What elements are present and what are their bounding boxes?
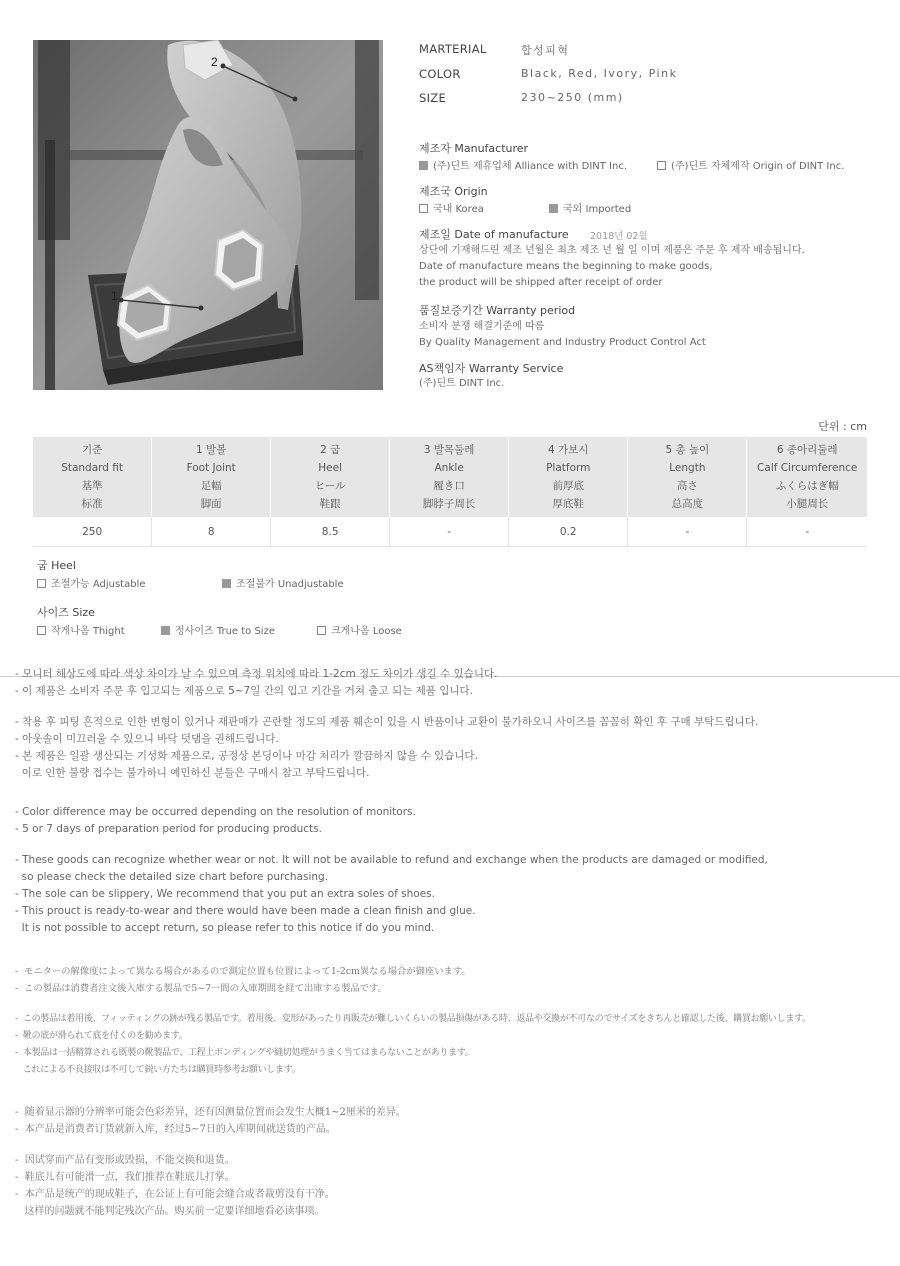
notes-korean-2: - 착용 후 피팅 흔적으로 인한 변형이 있거나 재판매가 곤란할 정도의 제품 훼손이 있을 시 반품이나 교환이 불가하오니 사이즈를 꼼꼼히 확인 후 구매 부탁드립니다. - 아웃솔이 미끄러울 수 있으니 바닥 덧댐을 권해드립니다. - 본 제품은 일괄 생산되는 기성화 제품으로, 공정상 본딩이나 마감 처리가 깔끔하지 않을 수 있습니다. 이로 인한 불량 접수는 불가하니 예민하신 분들은 구매시 참고 부탁드립니다. <box>15 716 759 779</box>
warranty-line-2: By Quality Management and Industry Product Control Act <box>419 337 706 348</box>
notes-chinese-1: - 随着显示器的分辨率可能会色彩差异，还有因测量位置而会发生大概1~2厘米的差异。 - 本产品是消费者订货就新入库，经过5~7日的入库期间就送货的产品。 <box>15 1107 406 1135</box>
fit-option-tight[interactable]: 작게나옴 Thight <box>37 622 125 637</box>
heel-option-unadjustable[interactable]: 조절불가 Unadjustable <box>222 575 344 590</box>
material-label: MARTERIAL <box>419 42 487 56</box>
header-foot-joint: 1 발볼 Foot Joint 足幅 脚面 <box>152 437 271 517</box>
size-label: SIZE <box>419 91 447 105</box>
date-line-1: 상단에 기재해드린 제조 년월은 최초 제조 년 월 일 이며 제품은 주문 후 제작 배송됩니다. <box>419 245 805 256</box>
shoe-illustration <box>33 40 383 390</box>
marker-1: 1 <box>111 289 118 303</box>
heel-option-adjustable[interactable]: 조절가능 Adjustable <box>37 575 146 590</box>
checkbox-checked-icon <box>161 626 170 635</box>
table-row <box>33 517 867 547</box>
checkbox-empty-icon <box>419 204 428 213</box>
size-table-header <box>33 437 867 517</box>
checkbox-empty-icon <box>37 579 46 588</box>
as-line-1: (주)딘트 DINT Inc. <box>419 378 505 389</box>
date-value: 2018년 02월 <box>590 231 648 242</box>
product-photo <box>33 40 383 390</box>
notes-english-1: - Color difference may be occurred depending on the resolution of monitors. - 5 or 7 days of preparation period for producing products. <box>15 806 416 835</box>
notes-korean-1: - 모니터 해상도에 따라 색상 차이가 날 수 있으며 측정 위치에 따라 1-2cm 정도 차이가 생길 수 있습니다. - 이 제품은 소비자 주문 후 입고되는 제품으로 5~7일 간의 입고 기간을 거쳐 출고 되는 제품 입니다. <box>15 668 498 697</box>
manufacturer-option-origin[interactable]: (주)딘트 자체제작 Origin of DINT Inc. <box>657 157 844 172</box>
manufacturer-title: 제조자 Manufacturer <box>419 142 529 155</box>
manufacturer-option-alliance[interactable]: (주)딘트 제휴업체 Alliance with DINT Inc. <box>419 157 627 172</box>
checkbox-empty-icon <box>657 161 666 170</box>
header-heel: 2 굽 Heel ヒール 鞋跟 <box>271 437 390 517</box>
date-line-2: Date of manufacture means the beginning to make goods, <box>419 261 713 272</box>
color-value: Black, Red, Ivory, Pink <box>521 67 678 80</box>
fit-option-true[interactable]: 정사이즈 True to Size <box>161 622 275 637</box>
notes-english-2: - These goods can recognize whether wear or not. It will not be available to refund and exchange when the products are damaged or modified, so please check the detailed size chart before purchasing. - The sole can be slippery, We recommend that you put an extra soles of shoes. - This prouct is ready-to-wear and there would have been made a clean finish and glue. It is not possible to accept return, so please refer to this notice if do you mind. <box>15 854 768 934</box>
checkbox-empty-icon <box>317 626 326 635</box>
checkbox-checked-icon <box>419 161 428 170</box>
header-standard: 기준 Standard fit 基準 标准 <box>33 437 152 517</box>
material-value: 합성피혁 <box>521 44 570 57</box>
warranty-title: 품질보증기간 Warranty period <box>419 304 576 317</box>
date-line-3: the product will be shipped after receipt of order <box>419 277 663 288</box>
cell-heel: 8.5 <box>271 517 390 547</box>
origin-option-korea[interactable]: 국내 Korea <box>419 200 484 215</box>
notes-japanese-1: - モニターの解像度によって異なる場合があるので測定位置も位置によって1-2cm異なる場合が御座います。 - この製品は消費者注文後入庫する製品で5~7一間の入庫期間を経て出庫する製品です。 <box>15 966 471 994</box>
cell-length: - <box>628 517 747 547</box>
cell-foot-joint: 8 <box>152 517 271 547</box>
color-label: COLOR <box>419 67 461 81</box>
marker-2: 2 <box>211 55 218 69</box>
cell-ankle: - <box>390 517 509 547</box>
as-title: AS책임자 Warranty Service <box>419 362 564 375</box>
header-platform: 4 가보시 Platform 前厚底 厚底鞋 <box>509 437 628 517</box>
checkbox-empty-icon <box>37 626 46 635</box>
notes-japanese-2: - この製品は着用後、フィッティングの跡が残る製品です。着用後、変形があったり再販売が難しいくらいの製品損傷がある時、返品や交換が不可なのでサイズをきちんと確認した後、購買お願いします。 - 靴の底が滑られて底を付くのを勧めます。 - 本製品は一括精算される既製の靴製品で、工程上ボンディングや縫切処理がうまく当てはまらないことがあります。 これによる不良接収は不可して鋭い方たちは購買時参考お願いします。 <box>15 1014 811 1075</box>
cell-standard: 250 <box>33 517 152 547</box>
size-table <box>33 437 867 547</box>
header-calf: 6 종아리둘레 Calf Circumference ふくらはぎ幅 小腿周长 <box>747 437 867 517</box>
header-ankle: 3 발목둘레 Ankle 履き口 脚脖子周长 <box>390 437 509 517</box>
size-value: 230~250 (mm) <box>521 91 624 104</box>
notes-chinese-2: - 因试穿而产品有变形或毁损，不能交换和退货。 - 鞋底儿有可能滑一点，我们推荐在鞋底儿打掌。 - 本产品是统产的现成鞋子，在公证上有可能会缝合或者裁剪没有干净。 这样的问题就不能判定残次产品。购买前一定要详细地看必读事项。 <box>15 1155 335 1217</box>
origin-option-imported[interactable]: 국외 Imported <box>549 200 631 215</box>
heel-title: 굽 Heel <box>37 559 76 572</box>
checkbox-checked-icon <box>222 579 231 588</box>
checkbox-checked-icon <box>549 204 558 213</box>
cell-platform: 0.2 <box>509 517 628 547</box>
fit-option-loose[interactable]: 크게나옴 Loose <box>317 622 402 637</box>
origin-title: 제조국 Origin <box>419 185 488 198</box>
warranty-line-1: 소비자 분쟁 해결기준에 따름 <box>419 321 545 332</box>
unit-label: 단위 : cm <box>818 420 867 433</box>
header-length: 5 총 높이 Length 高さ 总高度 <box>628 437 747 517</box>
fit-title: 사이즈 Size <box>37 606 95 619</box>
cell-calf: - <box>747 517 867 547</box>
date-title: 제조일 Date of manufacture <box>419 228 569 241</box>
